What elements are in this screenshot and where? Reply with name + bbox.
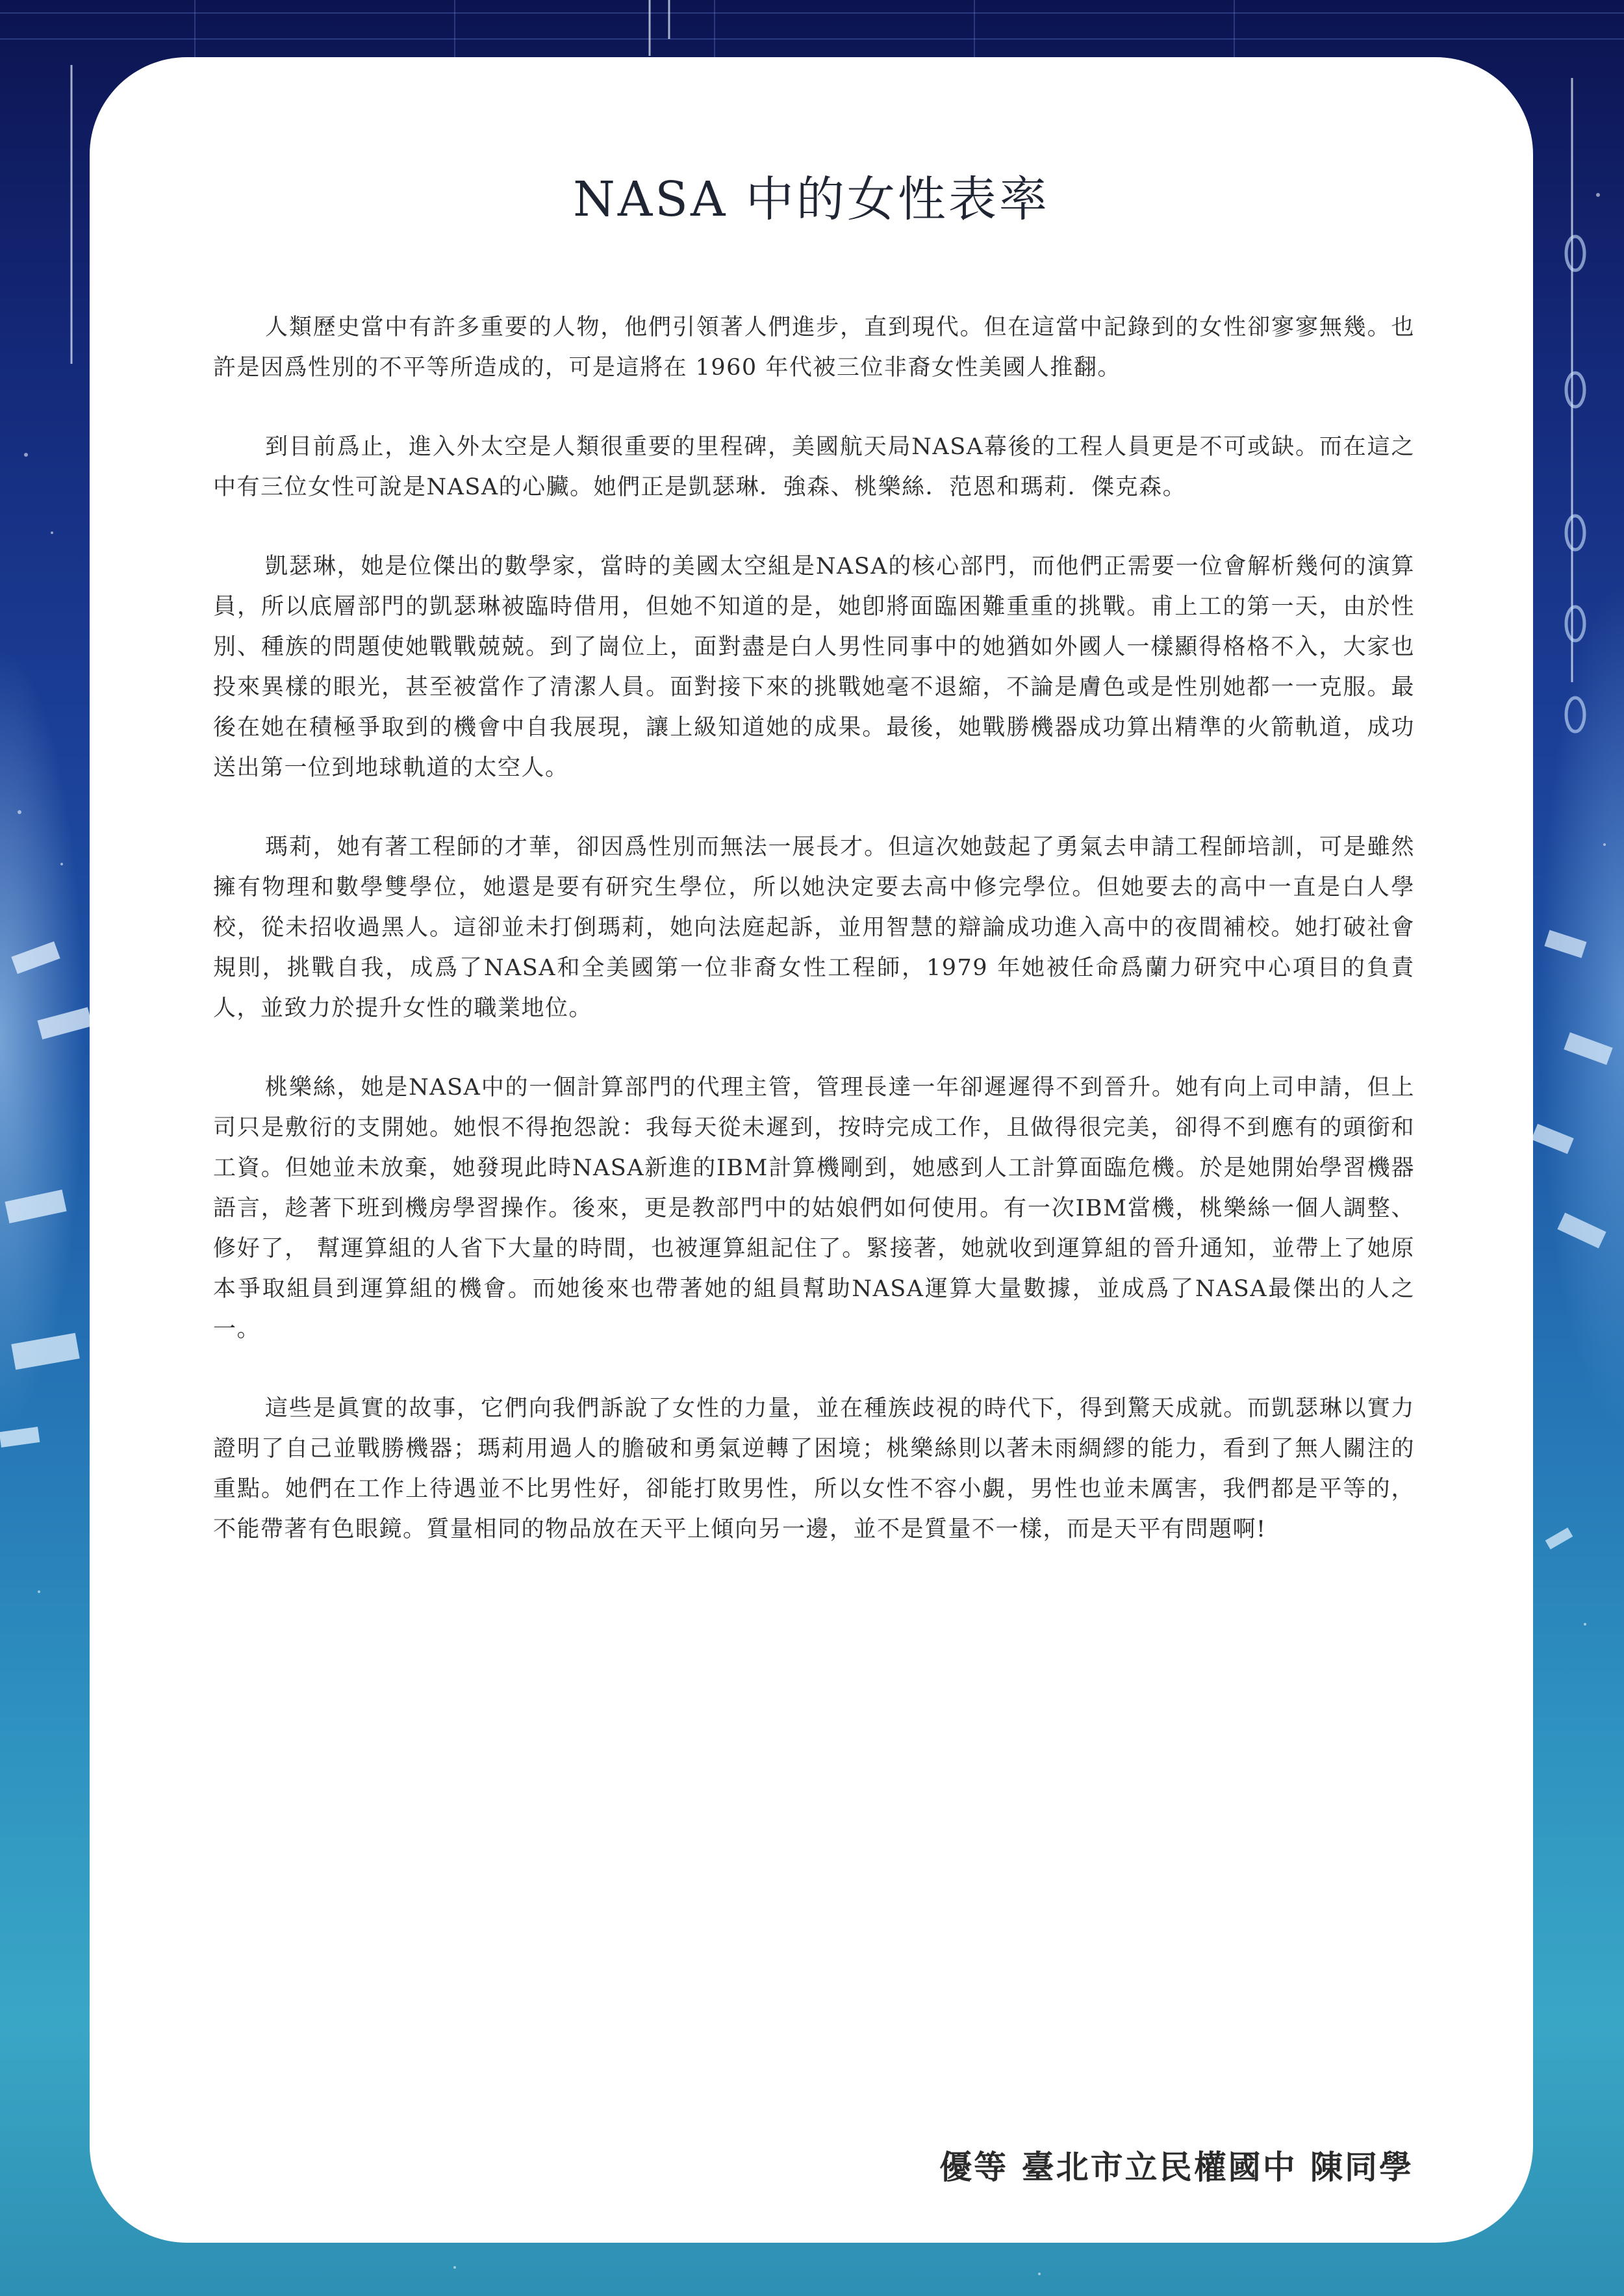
paragraph-dorothy: 桃樂絲，她是NASA中的一個計算部門的代理主管，管理長達一年卻遲遲得不到晉升。她有向上司申請，但上司只是敷衍的支開她。她恨不得抱怨說：我每天從未遲到，按時完成工作，且做得很完美，卻得不到應有的頭銜和工資。但她並未放棄，她發現此時NASA新進的IBM計算機剛到，她感到人工計算面臨危機。於是她開始學習機器語言，趁著下班到機房學習操作。後來，更是教部門中的姑娘們如何使用。有一次IBM當機，桃樂絲一個人調整、修好了， 幫運算組的人省下大量的時間，也被運算組記住了。緊接著，她就收到運算組的晉升通知，並帶上了她原本爭取組員到運算組的機會。而她後來也帶著她的組員幫助NASA運算大量數據，並成爲了NASA最傑出的人之一。 bbox=[213, 1075, 1415, 1342]
paragraph-nasa: 到目前爲止，進入外太空是人類很重要的里程碑，美國航天局NASA幕後的工程人員更是不可或缺。而在這之中有三位女性可說是NASA的心臟。她們正是凱瑟琳．強森、桃樂絲．范恩和瑪莉．傑克森。 bbox=[213, 434, 1415, 500]
document-title: NASA 中的女性表率 bbox=[573, 172, 1050, 227]
paragraph-mary: 瑪莉，她有著工程師的才華，卻因爲性別而無法一展長才。但這次她鼓起了勇氣去申請工程師培訓，可是雖然擁有物理和數學雙學位，她還是要有研究生學位，所以她決定要去高中修完學位。但她要去的高中一直是白人學校，從未招收過黑人。這卻並未打倒瑪莉，她向法庭起訴，並用智慧的辯論成功進入高中的夜間補校。她打破社會規則，挑戰自我，成爲了NASA和全美國第一位非裔女性工程師，1979 年她被任命爲蘭力研究中心項目的負責人，並致力於提升女性的職業地位。 bbox=[213, 834, 1415, 1021]
article-body bbox=[213, 307, 1415, 1588]
paragraph-intro: 人類歷史當中有許多重要的人物，他們引領著人們進步，直到現代。但在這當中記錄到的女性卻寥寥無幾。也許是因爲性別的不平等所造成的，可是這將在 1960 年代被三位非裔女性美國人推翻。 bbox=[213, 314, 1415, 381]
paragraph-conclusion: 這些是眞實的故事，它們向我們訴說了女性的力量，並在種族歧視的時代下，得到驚天成就。而凱瑟琳以實力證明了自己並戰勝機器；瑪莉用過人的膽破和勇氣逆轉了困境；桃樂絲則以著未雨綢繆的能力，看到了無人關注的重點。她們在工作上待遇並不比男性好，卻能打敗男性，所以女性不容小覷，男性也並未厲害，我們都是平等的，不能帶著有色眼鏡。質量相同的物品放在天平上傾向另一邊，並不是質量不一樣，而是天平有問題啊! bbox=[213, 1396, 1415, 1542]
paragraph-katherine: 凱瑟琳，她是位傑出的數學家，當時的美國太空組是NASA的核心部門，而他們正需要一位會解析幾何的演算員，所以底層部門的凱瑟琳被臨時借用，但她不知道的是，她卽將面臨困難重重的挑戰。甫上工的第一天，由於性別、種族的問題使她戰戰兢兢。到了崗位上，面對盡是白人男性同事中的她猶如外國人一樣顯得格格不入，大家也投來異樣的眼光，甚至被當作了清潔人員。面對接下來的挑戰她毫不退縮，不論是膚色或是性別她都一一克服。最後在她在積極爭取到的機會中自我展現，讓上級知道她的成果。最後，她戰勝機器成功算出精準的火箭軌道，成功送出第一位到地球軌道的太空人。 bbox=[213, 554, 1415, 781]
author-signature: 優等 臺北市立民權國中 陳同學 bbox=[939, 2148, 1414, 2186]
document-page bbox=[90, 57, 1533, 2243]
